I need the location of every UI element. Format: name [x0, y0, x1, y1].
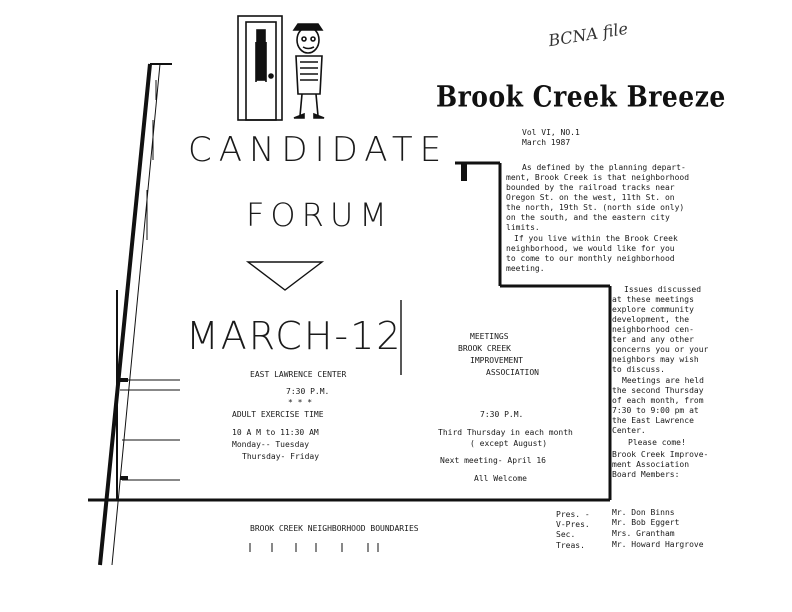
exercise-days-2: Thursday- Friday	[242, 452, 320, 461]
article-line: bounded by the railroad tracks near	[506, 183, 675, 192]
article-narrow-line: the second Thursday	[612, 386, 704, 395]
article-narrow-line: neighborhood cen-	[612, 325, 694, 334]
meetings-line-1: MEETINGS	[470, 332, 509, 341]
article-narrow-line: Center.	[612, 426, 646, 435]
all-welcome: All Welcome	[474, 474, 527, 483]
article-line: neighborhood, we would like for you	[506, 244, 675, 253]
board-name: Mr. Howard Hargrove	[612, 540, 704, 549]
article-narrow-line: Meetings are held	[622, 376, 704, 385]
article-line: As defined by the planning depart-	[522, 163, 686, 172]
forum-location: EAST LAWRENCE CENTER	[250, 370, 347, 379]
article-line: ment, Brook Creek is that neighborhood	[506, 173, 690, 182]
article-line: the north, 19th St. (north side only)	[506, 203, 685, 212]
meetings-schedule-1: Third Thursday in each month	[438, 428, 573, 437]
meetings-schedule-2: ( except August)	[470, 439, 548, 448]
meetings-time: 7:30 P.M.	[480, 410, 524, 419]
exercise-title: ADULT EXERCISE TIME	[232, 410, 324, 419]
board-name: Mr. Don Binns	[612, 508, 675, 517]
forum-date: MARCH-12	[186, 314, 403, 358]
article-line: limits.	[506, 223, 540, 232]
board-name: Mr. Bob Eggert	[612, 518, 680, 527]
article-narrow-line: of each month, from	[612, 396, 704, 405]
article-narrow-line: to discuss.	[612, 365, 665, 374]
article-narrow-line: Please come!	[628, 438, 686, 447]
article-narrow-line: explore community	[612, 305, 694, 314]
meetings-line-3: IMPROVEMENT	[470, 356, 523, 365]
meetings-line-2: BROOK CREEK	[458, 344, 511, 353]
exercise-hours: 10 A M to 11:30 AM	[232, 428, 319, 437]
masthead-title: Brook Creek Breeze	[436, 80, 726, 114]
board-role: Sec.	[556, 530, 576, 539]
article-line: on the south, and the eastern city	[506, 213, 670, 222]
article-narrow-line: Board Members:	[612, 470, 680, 479]
handwritten-note: BCNA file	[547, 18, 630, 51]
forum-heading-candidate: CANDIDATE	[188, 130, 449, 170]
board-name: Mrs. Grantham	[612, 529, 675, 538]
exercise-days-1: Monday-- Tuesday	[232, 440, 310, 449]
meetings-line-4: ASSOCIATION	[486, 368, 539, 377]
article-narrow-line: ter and any other	[612, 335, 694, 344]
article-line: If you live within the Brook Creek	[514, 234, 678, 243]
board-role: Pres. -	[556, 510, 590, 519]
forum-heading-forum: FORUM	[246, 196, 393, 234]
board-role: Treas.	[556, 541, 585, 550]
article-narrow-line: the East Lawrence	[612, 416, 694, 425]
article-narrow-line: Brook Creek Improve-	[612, 450, 709, 459]
article-narrow-line: 7:30 to 9:00 pm at	[612, 406, 699, 415]
article-narrow-line: at these meetings	[612, 295, 694, 304]
article-line: to come to our monthly neighborhood	[506, 254, 675, 263]
volume-number: Vol VI, NO.1	[522, 128, 580, 137]
next-meeting: Next meeting- April 16	[440, 456, 546, 465]
article-line: Oregon St. on the west, 11th St. on	[506, 193, 675, 202]
article-narrow-line: Issues discussed	[624, 285, 702, 294]
forum-stars: * * *	[288, 398, 313, 407]
article-narrow-line: ment Association	[612, 460, 690, 469]
forum-time: 7:30 P.M.	[286, 387, 330, 396]
article-line: meeting.	[506, 264, 545, 273]
article-narrow-line: development, the	[612, 315, 690, 324]
article-narrow-line: neighbors may wish	[612, 355, 699, 364]
board-role: V-Pres.	[556, 520, 590, 529]
map-caption: BROOK CREEK NEIGHBORHOOD BOUNDARIES	[250, 524, 419, 533]
article-narrow-line: concerns you or your	[612, 345, 709, 354]
issue-date: March 1987	[522, 138, 571, 147]
